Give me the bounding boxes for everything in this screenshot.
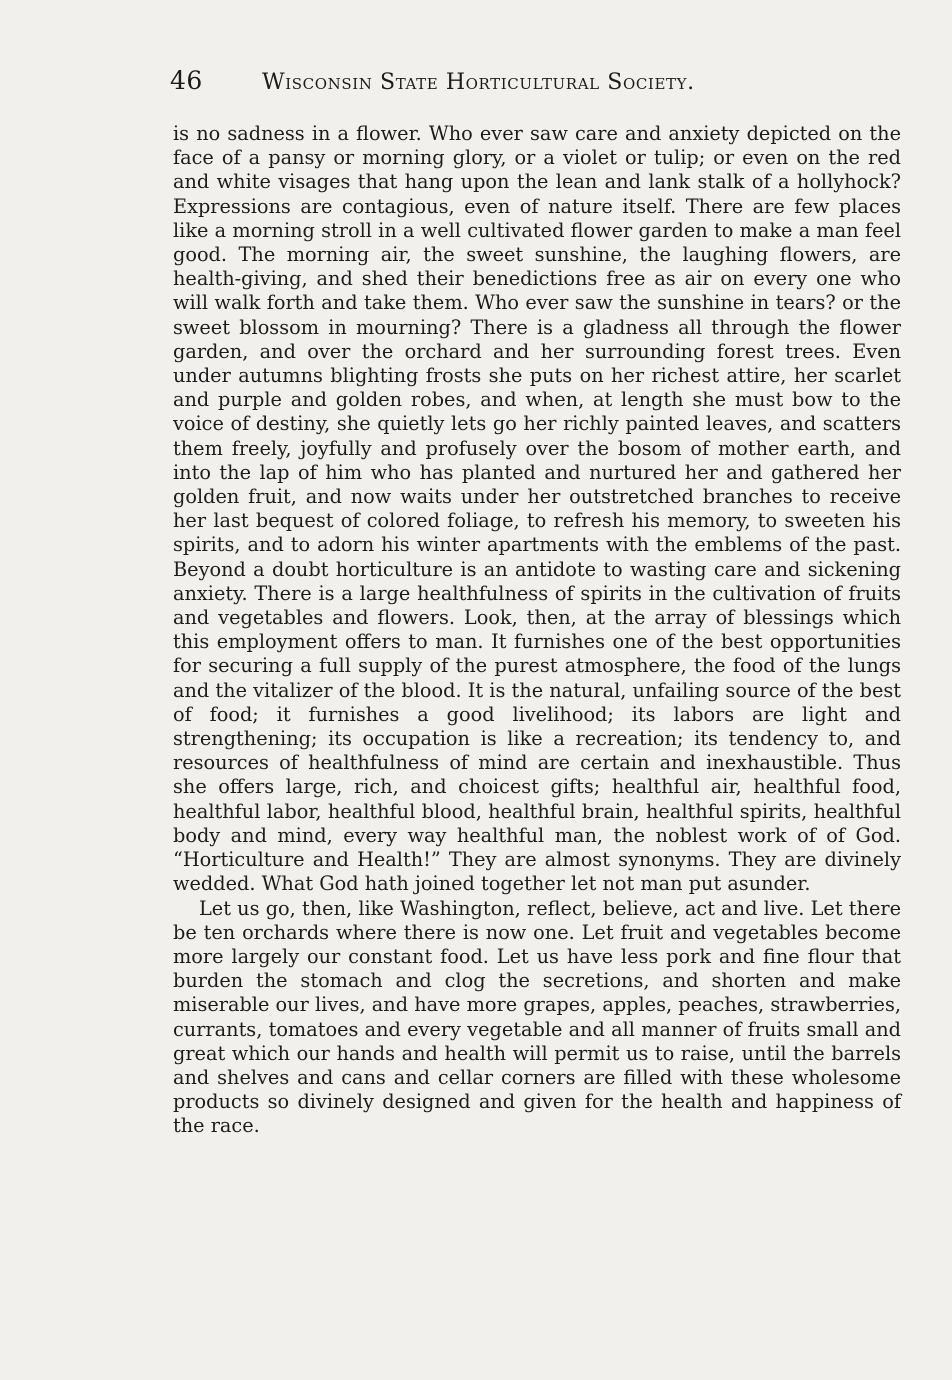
page-header — [170, 66, 900, 106]
running-title: Wisconsin State Horticultural Society. — [262, 70, 695, 95]
paragraph-continuation: is no sadness in a flower. Who ever saw care and anxiety depicted on the face of a pansy or morning glory, or a violet or tulip; or even on the red and white visages that hang upon the lean and lank stalk of a hollyhock? Expressions are contagious, even of nature itself. There are few places like a morning stroll in a well cultivated flower garden to make a man feel good. The morning air, the sweet sunshine, the laughing flowers, are health-giving, and shed their benedictions free as air on every one who will walk forth and take them. Who ever saw the sunshine in tears? or the sweet blossom in mourning? There is a gladness all through the flower garden, and over the orchard and her surrounding forest trees. Even under autumns blighting frosts she puts on her richest attire, her scarlet and purple and golden robes, and when, at length she must bow to the voice of destiny, she quietly lets go her richly painted leaves, and scatters them freely, joyfully and profusely over the bosom of mother earth, and into the lap of him who has planted and nurtured her and gathered her golden fruit, and now waits under her outstretched branches to receive her last bequest of colored foliage, to refresh his memory, to sweeten his spirits, and to adorn his winter apartments with the emblems of the past. Beyond a doubt horticulture is an antidote to wasting care and sickening anxiety. There is a large healthfulness of spirits in the cultivation of fruits and vegetables and flowers. Look, then, at the array of blessings which this employment offers to man. It furnishes one of the best opportunities for securing a full supply of the purest atmosphere, the food of the lungs and the vitalizer of the blood. It is the natural, unfailing source of the best of food; it furnishes a good livelihood; its labors are light and strengthening; its occupation is like a recreation; its tendency to, and resources of healthfulness of mind are certain and inexhaustible. Thus she offers large, rich, and choicest gifts; healthful air, healthful food, healthful labor, healthful blood, healthful brain, healthful spirits, healthful body and mind, every way healthful man, the noblest work of of God. “Horticulture and Health!” They are almost synonyms. They are divinely wedded. What God hath joined together let not man put asunder. — [173, 122, 901, 896]
paragraph-washington: Let us go, then, like Washington, reflect, believe, act and live. Let there be ten orchards where there is now one. Let fruit and vegetables become more largely our constant food. Let us have less pork and fine flour that burden the stomach and clog the secretions, and shorten and make miserable our lives, and have more grapes, apples, peaches, strawberries, currants, tomatoes and every vegetable and all manner of fruits small and great which our hands and health will permit us to raise, until the barrels and shelves and cans and cellar corners are filled with these wholesome products so divinely designed and given for the health and happiness of the race. — [173, 896, 901, 1138]
page-number: 46 — [170, 66, 203, 95]
body-text — [173, 122, 901, 1139]
